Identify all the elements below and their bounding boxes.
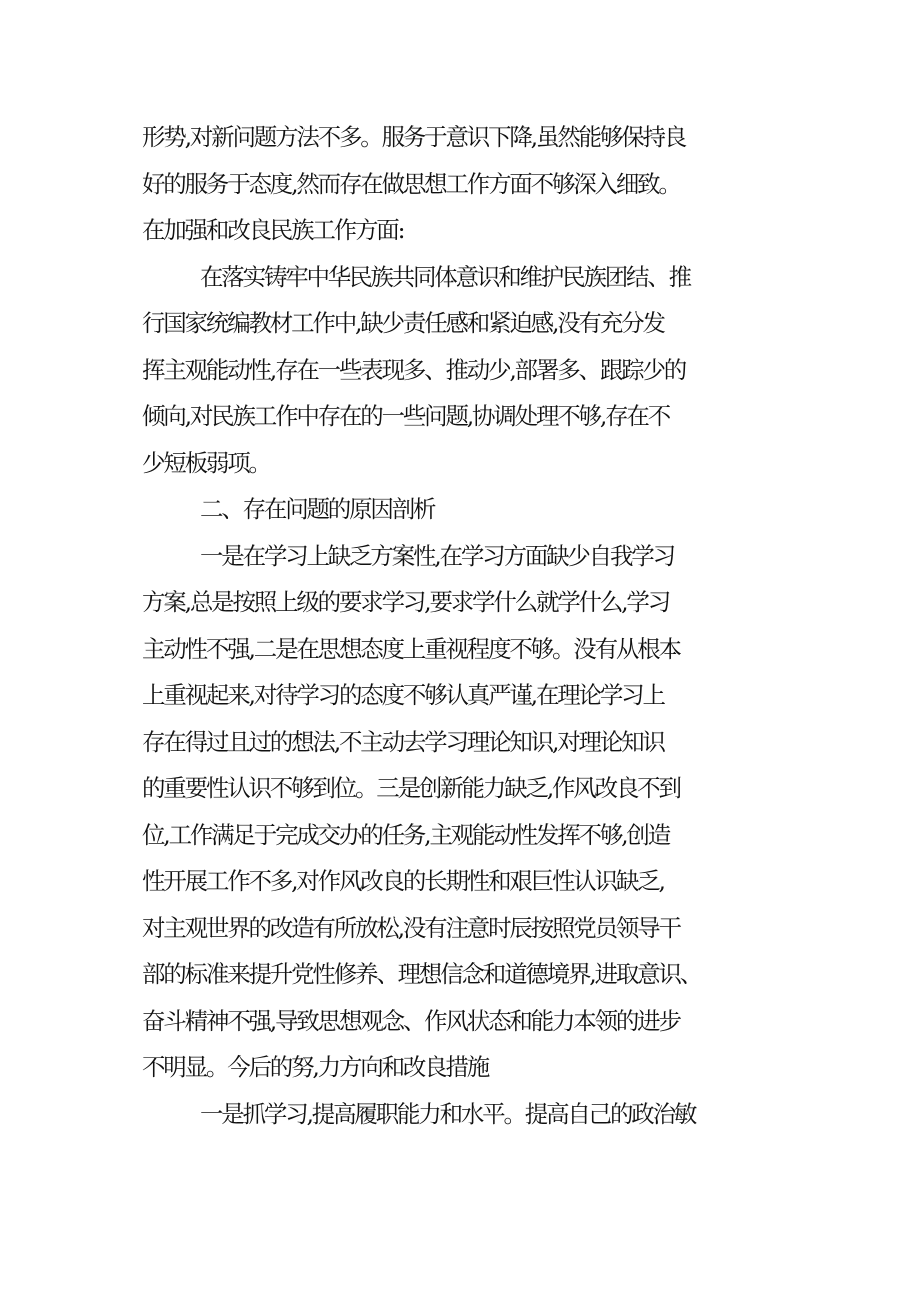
text-line: 形势,对新问题方法不多。服务于意识下降,虽然能够保持良 <box>142 123 686 151</box>
text-line: 行国家统编教材工作中,缺少责任感和紧迫感,没有充分发 <box>142 309 664 337</box>
text-line: 部的标准来提升党性修养、理想信念和道德境界,进取意识、 <box>142 960 702 988</box>
text-line: 上重视起来,对待学习的态度不够认真严谨,在理论学习上 <box>142 681 664 709</box>
document-body <box>0 114 920 1137</box>
text-line: 位,工作满足于完成交办的任务,主观能动性发挥不够,创造 <box>142 820 670 849</box>
text-line: 一是在学习上缺乏方案性,在学习方面缺少自我学习 <box>200 541 674 570</box>
text-line: 对主观世界的改造有所放松,没有注意时辰按照党员领导干 <box>142 913 680 942</box>
text-line: 方案,总是按照上级的要求学习,要求学什么就学什么,学习 <box>142 588 670 616</box>
text-line: 好的服务于态度,然而存在做思想工作方面不够深入细致。 <box>142 169 680 198</box>
text-line: 不明显。今后的努,力方向和改良措施 <box>142 1053 489 1081</box>
text-line: 一是抓学习,提高履职能力和水平。提高自己的政治敏 <box>200 1099 696 1128</box>
text-line: 少短板弱项。 <box>142 448 270 477</box>
text-line: 在落实铸牢中华民族共同体意识和维护民族团结、推 <box>200 262 690 291</box>
text-line: 主动性不强,二是在思想态度上重视程度不够。没有从根本 <box>142 634 680 663</box>
text-line: 在加强和改良民族工作方面: <box>142 216 404 244</box>
text-line: 性开展工作不多,对作风改良的长期性和艰巨性认识缺乏, <box>142 867 664 895</box>
text-line: 挥主观能动性,存在一些表现多、推动少,部署多、跟踪少的 <box>142 355 686 384</box>
text-line: 的重要性认识不够到位。三是创新能力缺乏,作风改良不到 <box>142 774 680 802</box>
text-line: 存在得过且过的想法,不主动去学习理论知识,对理论知识 <box>142 727 664 756</box>
text-line: 倾向,对民族工作中存在的一些问题,协调处理不够,存在不 <box>142 402 670 430</box>
section-heading: 二、存在问题的原因剖析 <box>200 495 435 523</box>
text-line: 奋斗精神不强,导致思想观念、作风状态和能力本领的进步 <box>142 1006 680 1035</box>
